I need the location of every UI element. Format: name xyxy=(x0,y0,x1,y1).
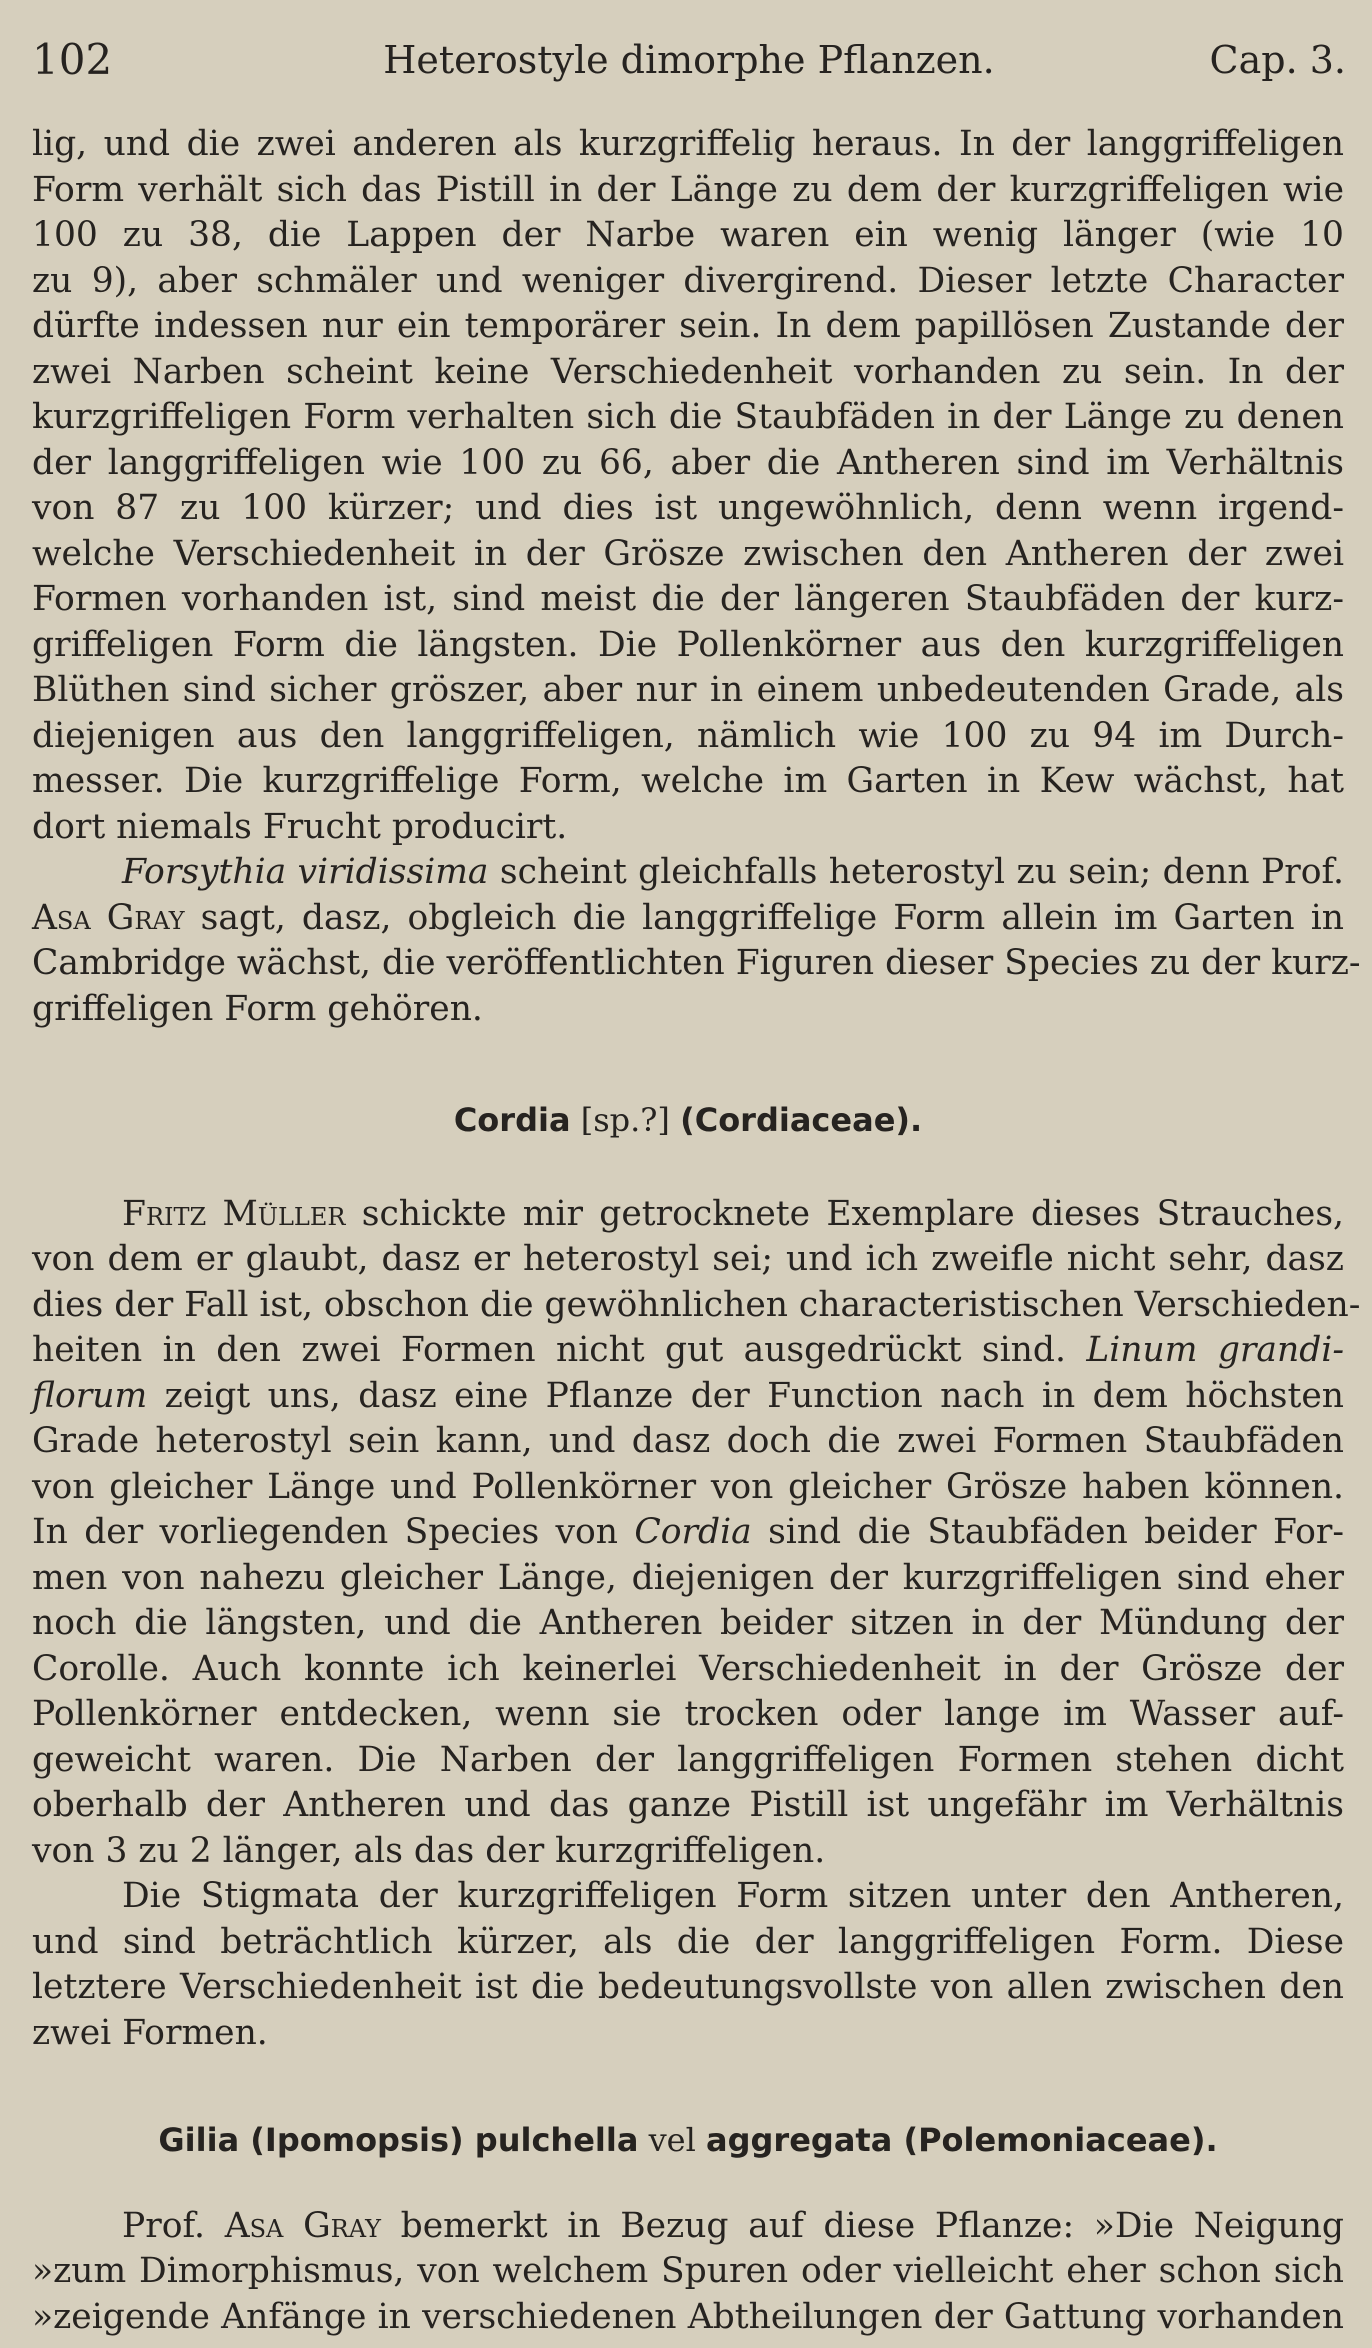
text-line: von 87 zu 100 kürzer; und dies ist ungewöhnlich, denn wenn irgend- xyxy=(32,488,1344,528)
text-line: geweicht waren. Die Narben der langgriffeligen Formen stehen dicht xyxy=(32,1739,1344,1780)
running-header xyxy=(32,30,1346,90)
text-run: heiten in den zwei Formen nicht gut ausgedrückt sind. xyxy=(32,1330,1087,1370)
heading-family: (Polemoniaceae). xyxy=(892,2121,1218,2159)
paragraph-continued xyxy=(32,122,1344,850)
text-line: letztere Verschiedenheit ist die bedeutungsvollste von allen zwischen den xyxy=(32,1967,1344,2007)
text-line: messer. Die kurzgriffelige Form, welche im Garten in Kew wächst, hat xyxy=(32,761,1344,801)
text-line: oberhalb der Antheren und das ganze Pistill ist ungefähr im Verhältnis xyxy=(32,1785,1344,1825)
text-line xyxy=(32,896,1344,942)
text-line xyxy=(32,1192,1344,1238)
text-line: Cambridge wächst, die veröffentlichten Figuren dieser Species zu der kurz- xyxy=(32,943,1361,983)
text-line: 100 zu 38, die Lappen der Narbe waren ein wenig länger (wie 10 xyxy=(32,215,1344,255)
text-run: scheint gleichfalls heterostyl zu sein; denn Prof. xyxy=(488,852,1345,892)
text-line: kurzgriffeligen Form verhalten sich die Staubfäden in der Länge zu denen xyxy=(32,397,1344,437)
text-line: Pollenkörner entdecken, wenn sie trocken oder lange im Wasser auf- xyxy=(32,1694,1344,1734)
text-line: zwei Formen. xyxy=(32,2012,268,2053)
text-run: sagt, dasz, obgleich die langgriffelige Form allein im Garten in xyxy=(184,897,1344,938)
paragraph-cordia xyxy=(32,1192,1361,1875)
text-line: welche Verschiedenheit in der Grösze zwischen den Antheren der zwei xyxy=(32,533,1344,574)
author-name: Asa Gray xyxy=(224,2205,381,2246)
chapter-label: Cap. 3. xyxy=(1209,38,1346,82)
text-line: zwei Narben scheint keine Verschiedenheit vorhanden zu sein. In der xyxy=(32,351,1344,392)
species-name: florum xyxy=(32,1375,148,1416)
text-line: Corolle. Auch konnte ich keinerlei Verschiedenheit in der Grösze der xyxy=(32,1648,1344,1689)
text-line: noch die längsten, und die Antheren beider sitzen in der Mündung der xyxy=(32,1603,1344,1643)
text-run: sind die Staubfäden beider For- xyxy=(751,1512,1344,1552)
section-heading-gilia xyxy=(32,2118,1344,2164)
heading-genus: Gilia (Ipomopsis) pulchella xyxy=(158,2121,639,2159)
text-line: lig, und die zwei anderen als kurzgriffelig heraus. In der langgriffeligen xyxy=(32,124,1344,164)
heading-conjunction: vel xyxy=(638,2121,707,2159)
text-line xyxy=(32,2204,1344,2250)
text-line: griffeligen Form die längsten. Die Pollenkörner aus den kurzgriffeligen xyxy=(32,624,1344,665)
text-line: Blüthen sind sicher gröszer, aber nur in einem unbedeutenden Grade, als xyxy=(32,670,1344,710)
text-line: Formen vorhanden ist, sind meist die der längeren Staubfäden der kurz- xyxy=(32,579,1344,619)
text-line: griffeligen Form gehören. xyxy=(32,988,483,1029)
page-number: 102 xyxy=(32,35,113,84)
paragraph-gilia xyxy=(32,2204,1344,2341)
paragraph-forsythia xyxy=(32,850,1361,1032)
section-heading-cordia xyxy=(32,1098,1344,1144)
text-line: men von nahezu gleicher Länge, diejenigen der kurzgriffeligen sind eher xyxy=(32,1557,1344,1598)
text-line: »zeigende Anfänge in verschiedenen Abtheilungen der Gattung vorhanden xyxy=(32,2296,1344,2337)
text-line: der langgriffeligen wie 100 zu 66, aber die Antheren sind im Verhältnis xyxy=(32,442,1344,483)
text-line: dort niemals Frucht producirt. xyxy=(32,806,568,847)
text-line: »zum Dimorphismus, von welchem Spuren oder vielleicht eher schon sich xyxy=(32,2251,1344,2291)
genus-name: Cordia xyxy=(634,1512,752,1552)
author-name: Fritz Müller xyxy=(122,1193,346,1234)
text-run: Prof. xyxy=(122,2205,225,2246)
paragraph-stigmata xyxy=(32,1874,1344,2056)
text-line: dies der Fall ist, obschon die gewöhnlichen characteristischen Verschieden- xyxy=(32,1284,1361,1325)
text-line: und sind beträchtlich kürzer, als die der langgriffeligen Form. Diese xyxy=(32,1921,1344,1962)
text-run: zeigt uns, dasz eine Pflanze der Function nach in dem höchsten xyxy=(147,1375,1344,1416)
text-line xyxy=(32,1510,1344,1556)
page-body xyxy=(32,122,1361,2340)
text-line: Form verhält sich das Pistill in der Länge zu dem der kurzgriffeligen wie xyxy=(32,169,1344,210)
text-line: zu 9), aber schmäler und weniger divergirend. Dieser letzte Character xyxy=(32,260,1344,301)
heading-alt-species: aggregata xyxy=(706,2121,893,2159)
text-line xyxy=(32,850,1344,896)
text-line: Die Stigmata der kurzgriffeligen Form sitzen unter den Antheren, xyxy=(122,1876,1344,1916)
species-name: Linum grandi- xyxy=(1086,1330,1344,1370)
author-name: Asa Gray xyxy=(32,897,185,938)
text-line: diejenigen aus den langgriffeligen, nämlich wie 100 zu 94 im Durch- xyxy=(32,715,1344,756)
text-line xyxy=(32,1374,1344,1420)
text-run: bemerkt in Bezug auf diese Pflanze: »Die Neigung xyxy=(380,2205,1344,2246)
heading-species: [sp.?] xyxy=(570,1101,681,1139)
heading-genus: Cordia xyxy=(453,1101,571,1139)
text-line: von 3 zu 2 länger, als das der kurzgriffeligen. xyxy=(32,1830,826,1871)
text-line: von gleicher Länge und Pollenkörner von gleicher Grösze haben können. xyxy=(32,1466,1344,1507)
text-line xyxy=(32,1328,1344,1374)
text-line: von dem er glaubt, dasz er heterostyl sei; und ich zweifle nicht sehr, dasz xyxy=(32,1239,1344,1279)
text-run: schickte mir getrocknete Exemplare dieses Strauches, xyxy=(345,1193,1345,1234)
text-line: dürfte indessen nur ein temporärer sein. In dem papillösen Zustande der xyxy=(32,306,1344,346)
text-line: Grade heterostyl sein kann, und dasz doch die zwei Formen Staubfäden xyxy=(32,1421,1344,1461)
species-name: Forsythia viridissima xyxy=(122,852,489,892)
running-title: Heterostyle dimorphe Pflanzen. xyxy=(383,38,995,82)
text-run: In der vorliegenden Species von xyxy=(32,1512,635,1552)
heading-family: (Cordiaceae). xyxy=(680,1101,923,1139)
